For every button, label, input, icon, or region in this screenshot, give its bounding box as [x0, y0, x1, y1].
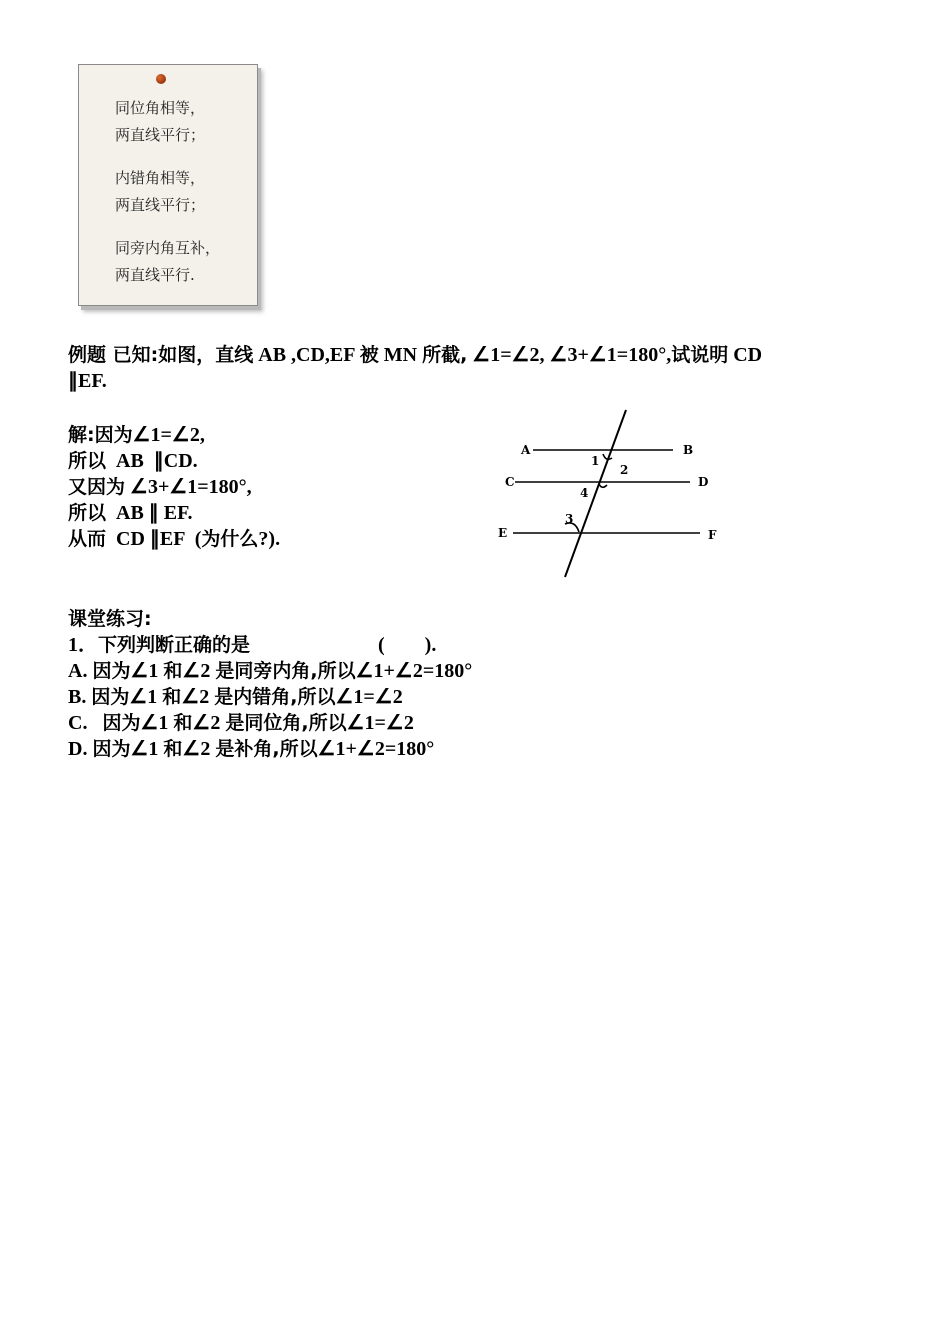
practice-section [68, 606, 472, 762]
example-statement: 例题 已知:如图，直线 AB ,CD,EF 被 MN 所截, ∠1=∠2, ∠3+∠1=180°,试说明 CD ∥EF. [68, 344, 763, 392]
label-a: A [521, 443, 531, 457]
rule-alternate-angles: 内错角相等， 两直线平行； [115, 169, 206, 214]
label-c: C [505, 475, 515, 489]
solution-line-3: 又因为 ∠3+∠1=180°, [68, 476, 252, 498]
label-angle-4: 4 [580, 486, 589, 500]
label-d: D [698, 475, 709, 489]
question-1: 1．下列判断正确的是 ( ). [68, 634, 437, 656]
label-angle-3: 3 [565, 512, 574, 526]
label-f: F [708, 528, 717, 542]
practice-heading: 课堂练习: [68, 608, 152, 630]
parallel-rules-list [115, 95, 220, 289]
rule-co-interior-angles: 同旁内角互补， 两直线平行. [115, 239, 221, 284]
label-e: E [498, 526, 508, 540]
option-d: D. 因为∠1 和∠2 是补角,所以∠1+∠2=180° [68, 738, 435, 760]
transversal-mn [565, 410, 629, 577]
solution-line-5: 从而 CD ∥EF (为什么?). [68, 528, 281, 550]
option-c: C. 因为∠1 和∠2 是同位角,所以∠1=∠2 [68, 712, 414, 734]
angle-arc-4 [599, 484, 607, 487]
solution-line-1: 解:因为∠1=∠2, [68, 424, 205, 446]
pushpin-icon [156, 74, 166, 84]
solution-line-4: 所以 AB ∥ EF. [68, 502, 193, 524]
rule-corresponding-angles: 同位角相等， 两直线平行； [115, 99, 206, 144]
rules-note-card [78, 64, 258, 306]
solution-line-2: 所以 AB ∥CD. [68, 450, 198, 472]
option-a: A. 因为∠1 和∠2 是同旁内角,所以∠1+∠2=180° [68, 660, 473, 682]
label-b: B [683, 443, 694, 457]
option-b: B. 因为∠1 和∠2 是内错角,所以∠1=∠2 [68, 686, 403, 708]
label-angle-1: 1 [591, 454, 600, 468]
label-angle-2: 2 [620, 463, 629, 477]
solution-block [68, 422, 280, 552]
parallel-lines-figure [495, 405, 725, 585]
